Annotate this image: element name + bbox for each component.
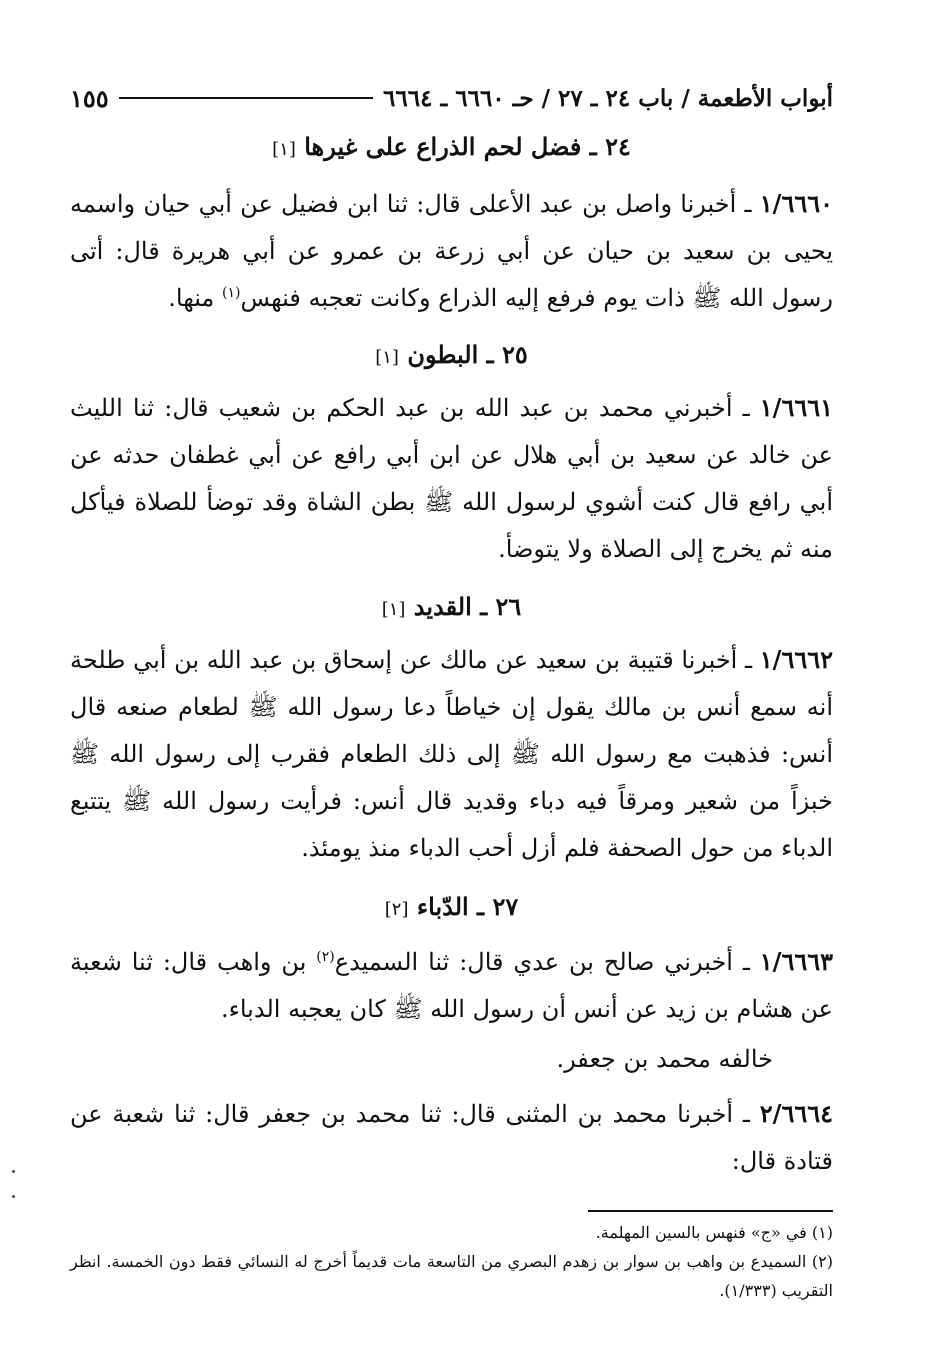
footnote-mark: (١) — [222, 285, 241, 301]
remark-text: خالفه محمد بن جعفر. — [556, 1045, 773, 1073]
section-title: ٢٤ ـ فضل لحم الذراع على غيرها — [304, 132, 631, 161]
footnotes — [70, 1218, 833, 1305]
hadith-text-end: بن واهب قال: ثنا شعبة عن هشام بن زيد عن أنس أن رسول الله ﷺ كان يعجبه الدباء. — [70, 948, 833, 1023]
hadith-number: ١/٦٦٦٣ — [759, 947, 833, 976]
section-heading-24 — [70, 132, 833, 161]
remark — [70, 1036, 833, 1083]
hadith-number: ١/٦٦٦٠ — [759, 189, 833, 218]
hadith-text: ـ أخبرني صالح بن عدي قال: ثنا السميدع — [334, 948, 760, 976]
hadith-number: ٢/٦٦٦٤ — [759, 1099, 833, 1128]
footnote-2: (٢) السميدع بن واهب بن سوار بن زهدم البصري من التاسعة مات قديماً أخرج له النسائي فقط دون الخمسة. انظر التقريب (١/٣٣٣). — [70, 1252, 833, 1300]
page-number: ١٥٥ — [70, 83, 109, 113]
section-ref: [١] — [375, 347, 399, 368]
hadith-6662 — [70, 636, 833, 872]
hadith-6660 — [70, 180, 833, 322]
hadith-6663 — [70, 938, 833, 1033]
scan-speck — [12, 1170, 15, 1173]
running-title: أبواب الأطعمة / باب ٢٤ ـ ٢٧ / حـ ٦٦٦٠ ـ ٦٦٦٤ — [383, 84, 833, 112]
hadith-6661 — [70, 384, 833, 573]
header-rule — [119, 97, 373, 99]
hadith-text: ـ أخبرني محمد بن عبد الله بن عبد الحكم بن شعيب قال: ثنا الليث عن خالد عن سعيد بن أبي هلال عن ابن أبي رافع عن أبي غطفان حدثه عن أبي رافع قال كنت أشوي لرسول الله ﷺ بطن الشاة وقد توضأ للصلاة فيأكل منه ثم يخرج إلى الصلاة ولا يتوضأ. — [70, 394, 833, 563]
running-head — [70, 80, 833, 116]
section-title: ٢٦ ـ القديد — [413, 592, 522, 621]
section-heading-27 — [70, 892, 833, 921]
hadith-number: ١/٦٦٦١ — [759, 393, 833, 422]
hadith-text: ـ أخبرنا واصل بن عبد الأعلى قال: ثنا ابن فضيل عن أبي حيان واسمه يحيى بن سعيد بن حيان عن أبي زرعة بن عمرو عن أبي هريرة قال: أتى رسول الله ﷺ ذات يوم فرفع إليه الذراع وكانت تعجبه فنهس — [70, 190, 833, 312]
hadith-number: ١/٦٦٦٢ — [759, 645, 833, 674]
footnote-rule — [588, 1210, 833, 1212]
section-ref: [٢] — [384, 899, 409, 920]
section-heading-25 — [70, 340, 833, 369]
footnote-mark: (٢) — [316, 949, 335, 965]
hadith-text-end: منها. — [168, 284, 223, 312]
section-title: ٢٥ ـ البطون — [407, 340, 528, 369]
hadith-text: ـ أخبرنا محمد بن المثنى قال: ثنا محمد بن جعفر قال: ثنا شعبة عن قتادة قال: — [70, 1100, 833, 1175]
scan-speck — [12, 1195, 15, 1198]
footnote-1: (١) في «ج» فنهس بالسين المهلمة. — [595, 1223, 833, 1242]
hadith-text: ـ أخبرنا قتيبة بن سعيد عن مالك عن إسحاق بن عبد الله بن أبي طلحة أنه سمع أنس بن مالك يقول إن خياطاً دعا رسول الله ﷺ لطعام صنعه قال أنس: فذهبت مع رسول الله ﷺ إلى ذلك الطعام فقرب إلى رسول الله ﷺ خبزاً من شعير ومرقاً فيه دباء وقديد قال أنس: فرأيت رسول الله ﷺ يتتبع الدباء من حول الصحفة فلم أزل أحب الدباء منذ يومئذ. — [70, 646, 833, 862]
hadith-6664 — [70, 1090, 833, 1185]
section-heading-26 — [70, 592, 833, 621]
section-title: ٢٧ ـ الدّباء — [416, 892, 519, 921]
section-ref: [١] — [381, 599, 406, 620]
section-ref: [١] — [272, 139, 296, 160]
